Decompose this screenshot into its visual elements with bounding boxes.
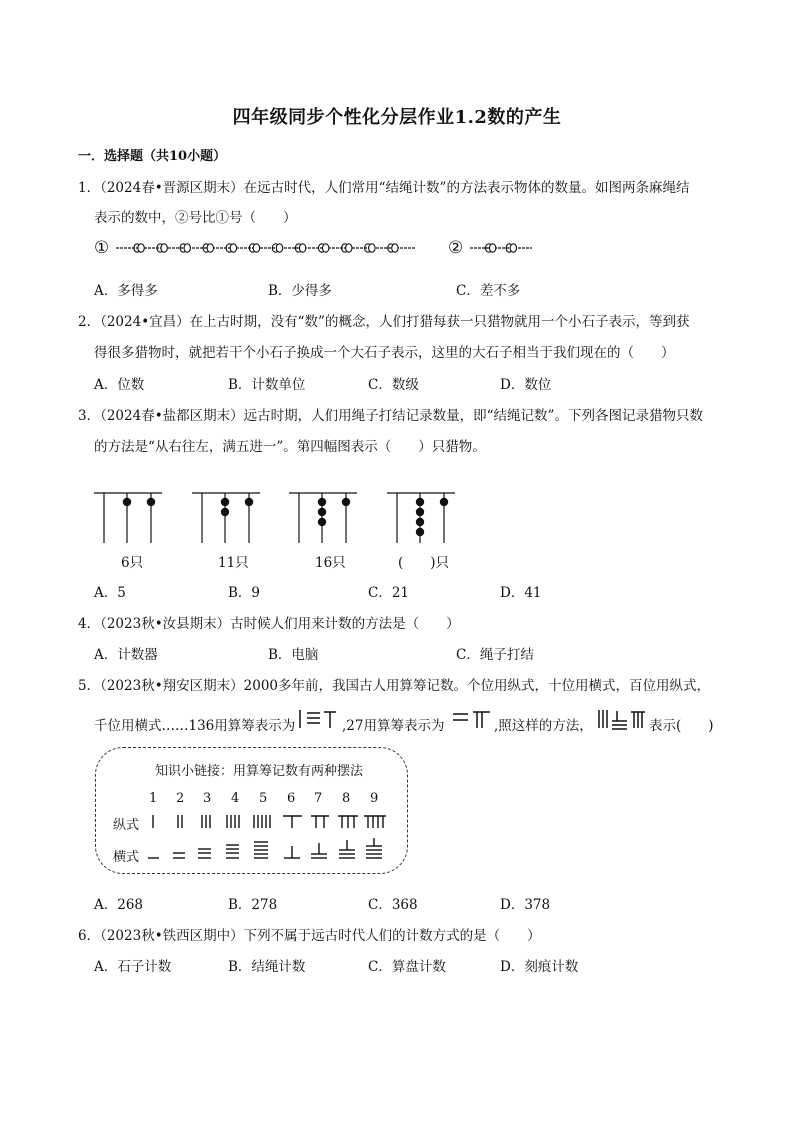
knot-figure-1 xyxy=(94,491,162,547)
rope-knot xyxy=(134,244,144,252)
rod-numeral-table xyxy=(140,812,400,864)
q5-option-c[interactable]: C．368 xyxy=(368,897,418,913)
q3-text-line1: 3．（2024春•盐都区期末）远古时期，人们用绳子打结记录数量，即“结绳记数”。下列各图记录猎物只数 xyxy=(78,408,703,424)
rope2-label: ② xyxy=(448,238,464,258)
q1-option-a[interactable]: A．多得多 xyxy=(94,283,158,299)
bead xyxy=(221,498,229,506)
q6-option-c[interactable]: C．算盘计数 xyxy=(368,959,446,975)
section-heading: 一．选择题（共10小题） xyxy=(78,149,227,164)
bead xyxy=(318,498,326,506)
bead xyxy=(318,508,326,516)
q5-text-line1: 5．（2023秋•翔安区期末）2000多年前，我国古人用算筹记数。个位用纵式，十位用横式，百位用纵式， xyxy=(78,678,711,694)
digit-7: 7 xyxy=(314,791,323,806)
q4-option-c[interactable]: C．绳子打结 xyxy=(456,647,534,663)
q3-option-d[interactable]: D．41 xyxy=(500,585,542,601)
q4-option-b[interactable]: B．电脑 xyxy=(268,647,319,663)
q4-text-line1: 4．（2023秋•汝县期末）古时候人们用来计数的方法是（ ） xyxy=(78,616,460,632)
q2-option-c[interactable]: C．数级 xyxy=(368,377,419,393)
q6-option-d[interactable]: D．刻痕计数 xyxy=(500,959,579,975)
q1-text-line1: 1．（2024春•晋源区期末）在远古时代，人们常用“结绳计数”的方法表示物体的数量。如图两条麻绳结 xyxy=(78,180,690,196)
knot-figure-3 xyxy=(289,491,357,547)
q5-text-part-b: ,27用算筹表示为 xyxy=(342,718,445,734)
digit-1: 1 xyxy=(149,791,158,806)
q2-text-line1: 2．（2024•宜昌）在上古时期，没有“数”的概念，人们打猎每获一只猎物就用一个小石子表示，等到获 xyxy=(78,314,690,330)
q5-option-b[interactable]: B．278 xyxy=(228,897,278,913)
q1-option-c[interactable]: C．差不多 xyxy=(456,283,521,299)
rod-question-figure xyxy=(597,708,647,730)
bead xyxy=(416,508,424,516)
figure2-label: 11只 xyxy=(218,555,249,571)
q6-text-line1: 6．（2023秋•铁西区期中）下列不属于远古时代人们的计数方式的是（ ） xyxy=(78,928,541,944)
q2-option-d[interactable]: D．数位 xyxy=(500,377,552,393)
q2-option-b[interactable]: B．计数单位 xyxy=(228,377,306,393)
bead xyxy=(221,508,229,516)
q3-option-c[interactable]: C．21 xyxy=(368,585,410,601)
figure4-label: ( )只 xyxy=(398,555,450,571)
digit-4: 4 xyxy=(231,791,240,806)
rod-27-figure xyxy=(452,708,492,730)
q3-option-a[interactable]: A．5 xyxy=(94,585,126,601)
bead xyxy=(440,498,448,506)
q3-text-line2: 的方法是“从右往左，满五进一”。第四幅图表示（ ）只猎物。 xyxy=(94,439,486,455)
page-title: 四年级同步个性化分层作业1.2数的产生 xyxy=(232,107,562,128)
q5-text-part-d: 表示( ) xyxy=(649,718,714,734)
bead xyxy=(342,498,350,506)
q2-text-line2: 得很多猎物时，就把若干个小石子换成一个大石子表示，这里的大石子相当于我们现在的（ ） xyxy=(94,345,675,361)
bead xyxy=(416,518,424,526)
digit-9: 9 xyxy=(370,791,379,806)
q5-text-part-a: 千位用横式……136用算筹表示为 xyxy=(94,718,296,734)
q2-option-a[interactable]: A．位数 xyxy=(94,377,145,393)
q5-option-a[interactable]: A．268 xyxy=(94,897,144,913)
rope1-figure xyxy=(116,240,416,256)
bead xyxy=(147,498,155,506)
rope-knot xyxy=(226,244,236,252)
bead xyxy=(123,498,131,506)
rope1-label: ① xyxy=(94,238,110,258)
digit-2: 2 xyxy=(176,791,185,806)
rod-136-figure xyxy=(298,708,340,730)
figure1-label: 6只 xyxy=(121,555,144,571)
bead xyxy=(318,518,326,526)
digit-5: 5 xyxy=(259,791,268,806)
knot-figure-2 xyxy=(192,491,260,547)
rope-knot xyxy=(342,244,352,252)
bead xyxy=(245,498,253,506)
q4-option-a[interactable]: A．计数器 xyxy=(94,647,158,663)
horizontal-row-label: 横式 xyxy=(113,850,140,865)
q6-option-a[interactable]: A．石子计数 xyxy=(94,959,172,975)
bead xyxy=(416,498,424,506)
knot-figure-4 xyxy=(387,491,455,547)
figure3-label: 16只 xyxy=(315,555,346,571)
bead xyxy=(416,528,424,536)
vertical-row-label: 纵式 xyxy=(113,818,140,833)
q1-option-b[interactable]: B．少得多 xyxy=(268,283,332,299)
digit-8: 8 xyxy=(342,791,351,806)
q5-text-part-c: ,照这样的方法， xyxy=(494,718,593,734)
q3-option-b[interactable]: B．9 xyxy=(228,585,261,601)
digit-6: 6 xyxy=(287,791,296,806)
q6-option-b[interactable]: B．结绳计数 xyxy=(228,959,306,975)
rope2-figure xyxy=(470,240,532,256)
q5-option-d[interactable]: D．378 xyxy=(500,897,551,913)
knowledge-box-title: 知识小链接：用算筹记数有两种摆法 xyxy=(155,764,364,779)
q1-text-line2: 表示的数中，②号比①号（ ） xyxy=(94,210,297,226)
digit-3: 3 xyxy=(203,791,212,806)
